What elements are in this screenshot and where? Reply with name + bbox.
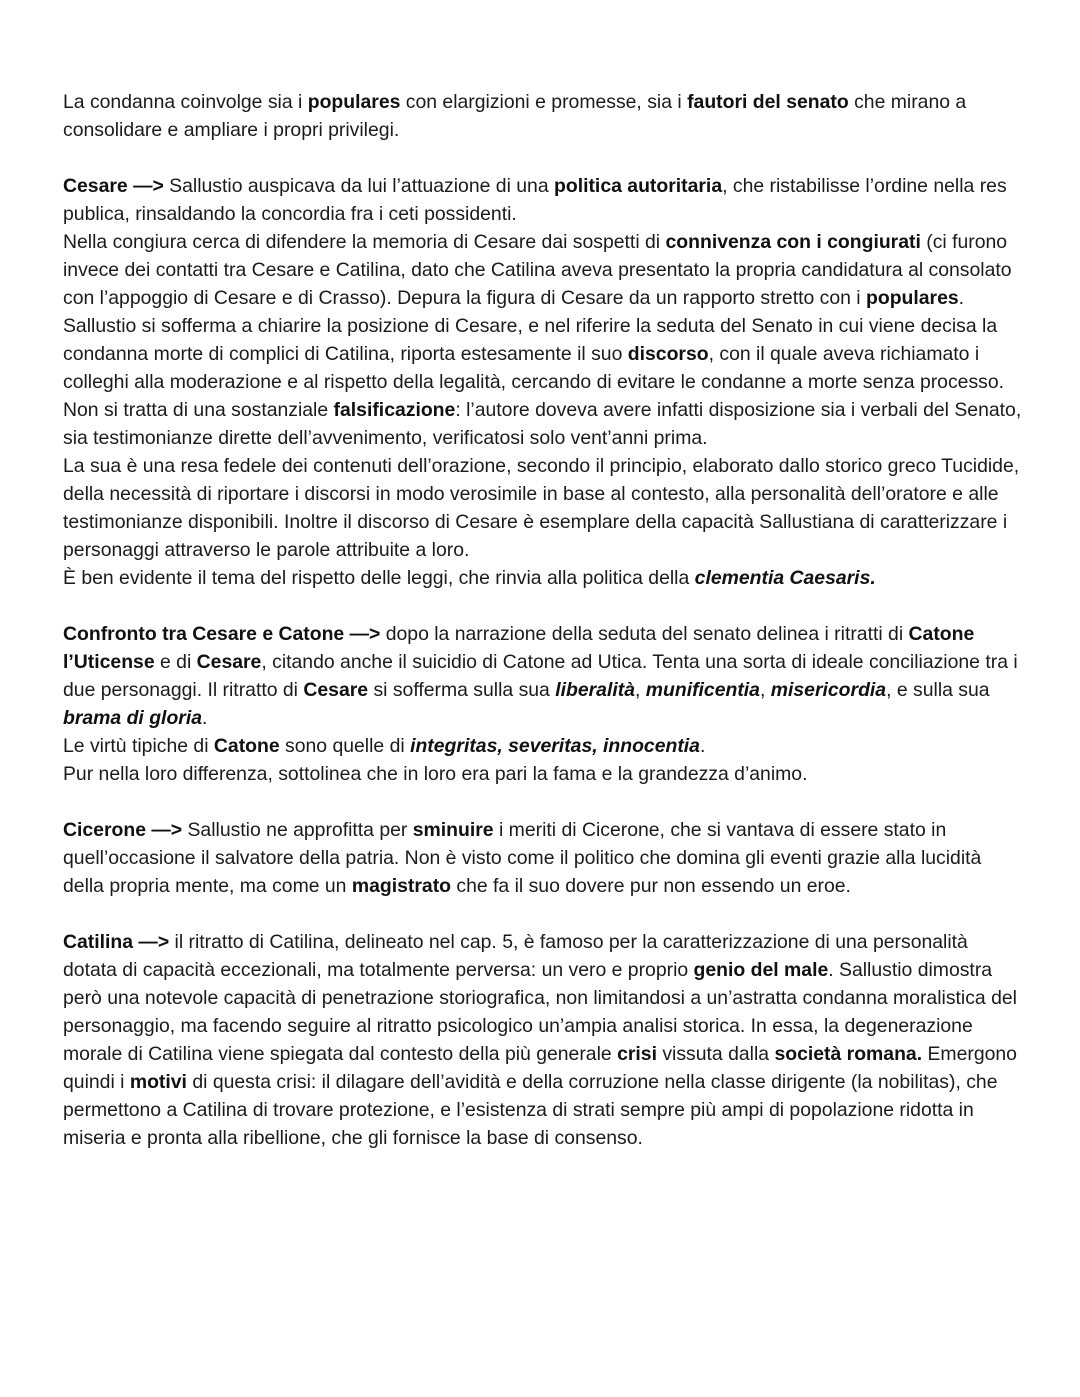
paragraph: [63, 452, 1023, 564]
text-run: , che ristabilisse l’ordine nella res publica, rinsaldando la concordia fra i ceti possidenti.: [63, 175, 1007, 225]
text-run: Pur nella loro differenza, sottolinea che in loro era pari la fama e la grandezza d’animo.: [63, 763, 808, 785]
paragraph: [63, 396, 1023, 452]
text-run: .: [202, 707, 208, 729]
paragraph: [63, 564, 1023, 592]
section-cesare-catone: [63, 620, 1023, 788]
paragraph: [63, 760, 1023, 788]
text-run: La sua è una resa fedele dei contenuti dell’orazione, secondo il principio, elaborato dallo storico greco Tucidide, della necessità di riportare i discorsi in modo verosimile in base al contesto, alla personalità dell’oratore e alle testimonianze disponibili. Inoltre il discorso di Cesare è esemplare della capacità Sallustiana di caratterizzare i personaggi attraverso le parole attribuite a loro.: [63, 455, 1020, 561]
bold-italic-text: clementia Caesaris.: [694, 567, 876, 589]
text-run: vissuta dalla: [656, 1043, 775, 1065]
section-cicerone: [63, 816, 1023, 900]
section-catilina: [63, 928, 1023, 1152]
bold-text: Confronto tra Cesare e Catone —>: [63, 623, 381, 645]
paragraph: [63, 172, 1023, 228]
bold-text: fautori del senato: [687, 91, 849, 113]
bold-text: magistrato: [351, 875, 451, 897]
bold-text: genio del male: [693, 959, 829, 981]
bold-text: connivenza con i congiurati: [665, 231, 921, 253]
bold-text: motivi: [129, 1071, 187, 1093]
bold-text: Catone: [213, 735, 280, 757]
text-run: La condanna coinvolge sia i: [63, 91, 308, 113]
section-cesare: [63, 172, 1023, 592]
bold-italic-text: integritas, severitas, innocentia: [410, 735, 700, 757]
text-run: .: [699, 735, 706, 757]
bold-text: società romana.: [774, 1043, 923, 1065]
text-run: .: [958, 287, 965, 309]
paragraph: [63, 816, 1023, 900]
paragraph: [63, 88, 1023, 144]
text-run: che mirano a consolidare e ampliare i propri privilegi.: [63, 91, 967, 141]
bold-text: falsificazione: [333, 399, 456, 421]
paragraph: [63, 312, 1023, 396]
bold-text: discorso: [627, 343, 709, 365]
bold-italic-text: brama di gloria: [63, 707, 203, 729]
text-run: ,: [634, 679, 646, 701]
text-run: (ci furono invece dei contatti tra Cesare e Catilina, dato che Catilina aveva presentato la propria candidatura al consolato con l’appoggio di Cesare e di Crasso). Depura la figura di Cesare da un rapporto stretto con i: [63, 231, 1012, 309]
bold-italic-text: liberalità: [555, 679, 635, 701]
bold-italic-text: misericordia: [770, 679, 887, 701]
text-run: , citando anche il suicidio di Catone ad Utica. Tenta una sorta di ideale conciliazione tra i due personaggi. Il ritratto di: [63, 651, 1018, 701]
bold-text: Cicerone —>: [63, 819, 183, 841]
text-run: È ben evidente il tema del rispetto delle leggi, che rinvia alla politica della: [63, 567, 695, 589]
text-run: Non si tratta di una sostanziale: [63, 399, 334, 421]
bold-text: Cesare —>: [63, 175, 164, 197]
text-run: , con il quale aveva richiamato i colleghi alla moderazione e al rispetto della legalità, cercando di evitare le condanne a morte senza processo.: [63, 343, 1005, 393]
bold-text: Catone l’Uticense: [63, 623, 975, 673]
text-run: ,: [759, 679, 771, 701]
text-run: con elargizioni e promesse, sia i: [400, 91, 688, 113]
text-run: il ritratto di Catilina, delineato nel cap. 5, è famoso per la caratterizzazione di una personalità dotata di capacità eccezionali, ma totalmente perversa: un vero e proprio: [63, 931, 968, 981]
text-run: e di: [154, 651, 197, 673]
paragraph: [63, 928, 1023, 1152]
bold-text: sminuire: [412, 819, 494, 841]
document-page: [63, 88, 1023, 1152]
text-run: sono quelle di: [279, 735, 411, 757]
text-run: si sofferma sulla sua: [368, 679, 556, 701]
text-run: Sallustio ne approfitta per: [182, 819, 413, 841]
section-condanna: [63, 88, 1023, 144]
paragraph: [63, 228, 1023, 312]
text-run: , e sulla sua: [886, 679, 990, 701]
text-run: : l’autore doveva avere infatti disposizione sia i verbali del Senato, sia testimonianze dirette dell’avvenimento, verificatosi solo vent’anni prima.: [63, 399, 1022, 449]
text-run: Sallustio si sofferma a chiarire la posizione di Cesare, e nel riferire la seduta del Senato in cui viene decisa la condanna morte di complici di Catilina, riporta estesamente il suo: [63, 315, 998, 365]
text-run: Emergono quindi i: [63, 1043, 1017, 1093]
bold-text: populares: [307, 91, 401, 113]
text-run: i meriti di Cicerone, che si vantava di essere stato in quell’occasione il salvatore della patria. Non è visto come il politico che domina gli eventi grazie alla lucidità della propria mente, ma come un: [63, 819, 982, 897]
text-run: . Sallustio dimostra però una notevole capacità di penetrazione storiografica, non limitandosi a un’astratta condanna moralistica del personaggio, ma facendo seguire al ritratto psicologico un’ampia analisi storica. In essa, la degenerazione morale di Catilina viene spiegata dal contesto della più generale: [63, 959, 1017, 1065]
bold-italic-text: munificentia: [645, 679, 760, 701]
bold-text: Cesare: [303, 679, 369, 701]
paragraph: [63, 732, 1023, 760]
bold-text: crisi: [617, 1043, 657, 1065]
bold-text: populares: [866, 287, 959, 309]
paragraph: [63, 620, 1023, 732]
text-run: Sallustio auspicava da lui l’attuazione di una: [163, 175, 555, 197]
bold-text: Catilina —>: [63, 931, 170, 953]
text-run: Nella congiura cerca di difendere la memoria di Cesare dai sospetti di: [63, 231, 666, 253]
bold-text: politica autoritaria: [554, 175, 723, 197]
text-run: dopo la narrazione della seduta del senato delinea i ritratti di: [380, 623, 909, 645]
text-run: che fa il suo dovere pur non essendo un eroe.: [451, 875, 851, 897]
text-run: Le virtù tipiche di: [63, 735, 214, 757]
text-run: di questa crisi: il dilagare dell’avidità e della corruzione nella classe dirigente (la nobilitas), che permettono a Catilina di trovare protezione, e l’esistenza di strati sempre più ampi di popolazione ridotta in miseria e pronta alla ribellione, che gli fornisce la base di consenso.: [63, 1071, 998, 1149]
bold-text: Cesare: [196, 651, 262, 673]
